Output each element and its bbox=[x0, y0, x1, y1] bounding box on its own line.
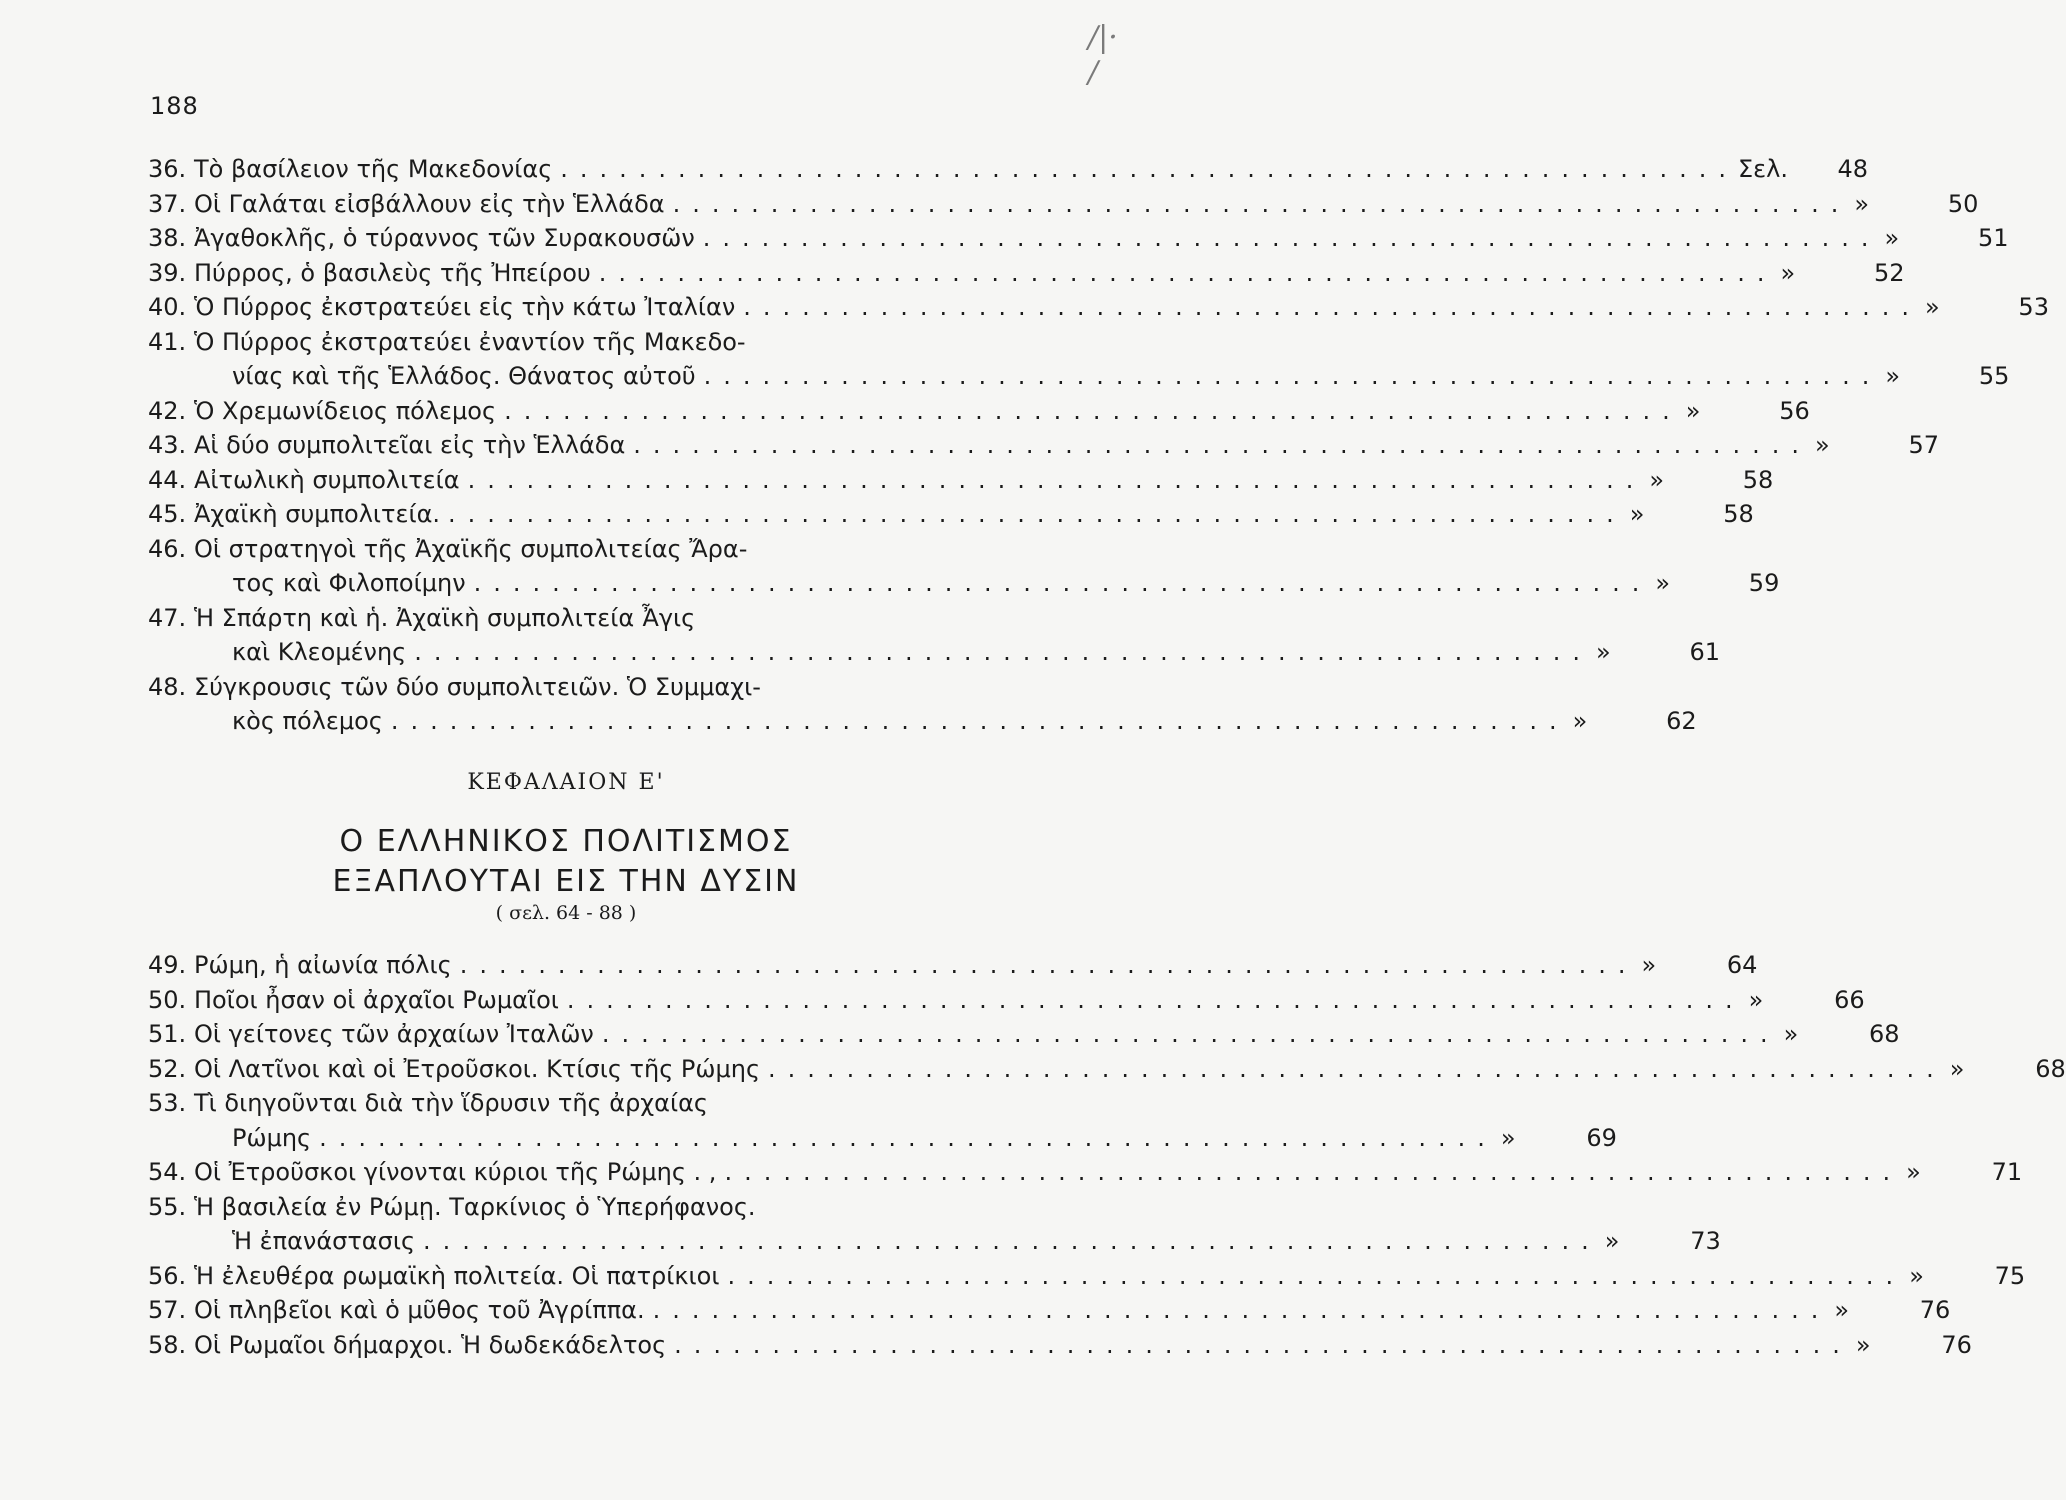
page-ditto-mark: » bbox=[1572, 707, 1588, 735]
entry-page: 51 bbox=[1977, 224, 2009, 252]
chapter-label: ΚΕΦΑΛΑΙΟΝ Ε' bbox=[467, 770, 665, 795]
chapter-title bbox=[0, 822, 1132, 902]
page-ditto-mark: » bbox=[1783, 1020, 1799, 1048]
entry-page: 76 bbox=[1941, 1330, 1972, 1359]
dot-leader: ............................................................ bbox=[598, 258, 1777, 287]
toc-entry bbox=[148, 497, 1754, 532]
entry-page: 53 bbox=[2018, 293, 2049, 321]
toc-line bbox=[148, 497, 1754, 532]
entry-title: Πύρρος, ὁ βασιλεὺς τῆς Ἠπείρου bbox=[194, 258, 591, 287]
toc-entry bbox=[148, 983, 1865, 1018]
toc-line bbox=[148, 670, 1042, 705]
toc-line bbox=[148, 1259, 2026, 1294]
toc-line bbox=[148, 1017, 1900, 1052]
entry-page: 58 bbox=[1723, 500, 1754, 528]
page-number: 188 bbox=[150, 92, 199, 120]
toc-line bbox=[148, 704, 1697, 739]
page-ditto-mark: Σελ. bbox=[1738, 155, 1788, 183]
page-ditto-mark: » bbox=[1815, 431, 1830, 459]
toc-entry bbox=[148, 601, 1720, 670]
dot-leader: ............................................................ bbox=[601, 1020, 1780, 1048]
toc-line bbox=[148, 394, 1810, 429]
entry-page: 69 bbox=[1586, 1123, 1617, 1152]
toc-line bbox=[148, 463, 1774, 498]
margin-mark: /|· / bbox=[1088, 20, 1118, 90]
chapter-title-line-2: ΕΞΑΠΛΟΥΤΑΙ ΕΙΣ ΤΗΝ ΔΥΣΙΝ bbox=[332, 864, 800, 899]
entry-title: Ἀγαθοκλῆς, ὁ τύραννος τῶν Συρακουσῶν bbox=[194, 224, 695, 252]
entry-number: 42. bbox=[148, 396, 187, 425]
entry-number: 39. bbox=[148, 258, 187, 287]
entry-page: 59 bbox=[1748, 569, 1780, 597]
dot-leader: ............................................................ bbox=[423, 1227, 1601, 1255]
toc-line bbox=[148, 1190, 1042, 1225]
chapter-title-line-1: Ο ΕΛΛΗΝΙΚΟΣ ΠΟΛΙΤΙΣΜΟΣ bbox=[339, 824, 793, 859]
toc-entry bbox=[148, 1293, 1951, 1328]
entry-title: καὶ Κλεομένης bbox=[232, 638, 407, 666]
entry-number: 50. bbox=[148, 985, 187, 1014]
chapter-page-range: ( σελ. 64 - 88 ) bbox=[495, 902, 637, 924]
entry-title: Ἡ ἐπανάστασις bbox=[232, 1227, 416, 1255]
toc-line bbox=[148, 256, 1905, 291]
dot-leader: ............................................................ bbox=[743, 293, 1921, 321]
toc-entry bbox=[148, 325, 2010, 394]
entry-number: 58. bbox=[148, 1330, 187, 1359]
entry-title: Ποῖοι ἦσαν οἱ ἀρχαῖοι Ρωμαῖοι bbox=[194, 985, 559, 1014]
entry-title: Ἡ ἐλευθέρα ρωμαϊκὴ πολιτεία. Οἱ πατρίκιοι bbox=[194, 1261, 720, 1290]
entry-title: Οἱ στρατηγοὶ τῆς Ἀχαϊκῆς συμπολιτείας Ἄρα- bbox=[194, 534, 748, 563]
entry-number: 53. bbox=[148, 1089, 187, 1117]
toc-line bbox=[148, 1328, 1972, 1363]
toc-entry bbox=[148, 290, 2049, 325]
toc-line bbox=[148, 1224, 1721, 1259]
entry-page: 55 bbox=[1978, 362, 2010, 390]
page-ditto-mark: » bbox=[1949, 1054, 1965, 1083]
toc-line bbox=[148, 325, 1042, 360]
entry-title: Ὁ Πύρρος ἐκστρατεύει εἰς τὴν κάτω Ἰταλίαν bbox=[194, 293, 736, 321]
page-ditto-mark: » bbox=[1885, 362, 1901, 390]
page-ditto-mark: » bbox=[1884, 224, 1900, 252]
toc-entry bbox=[148, 1052, 2066, 1087]
entry-number: 45. bbox=[148, 500, 187, 528]
toc-line bbox=[148, 566, 1780, 601]
toc-line bbox=[148, 983, 1865, 1018]
dot-leader: ............................................................ bbox=[467, 465, 1646, 494]
entry-title: κὸς πόλεμος bbox=[232, 707, 383, 735]
page-ditto-mark: » bbox=[1855, 1330, 1871, 1359]
toc-line bbox=[148, 187, 1979, 222]
page-ditto-mark: » bbox=[1641, 951, 1657, 979]
entry-number: 44. bbox=[148, 465, 187, 494]
entry-title: Ὁ Πύρρος ἐκστρατεύει ἐναντίον τῆς Μακεδο- bbox=[194, 327, 746, 356]
toc-list-first bbox=[148, 152, 2049, 739]
dot-leader: ............................................................ bbox=[768, 1054, 1946, 1083]
entry-number: 52. bbox=[148, 1054, 187, 1083]
toc-line bbox=[148, 532, 1042, 567]
toc-entry bbox=[148, 1086, 1617, 1155]
entry-title: Ἡ Σπάρτη καὶ ἡ. Ἀχαϊκὴ συμπολιτεία Ἆγις bbox=[194, 603, 696, 632]
page-ditto-mark: » bbox=[1834, 1296, 1850, 1324]
toc-entry bbox=[148, 152, 1869, 187]
entry-number: 49. bbox=[148, 951, 187, 979]
entry-number: 43. bbox=[148, 431, 187, 459]
toc-entry bbox=[148, 1017, 1900, 1052]
entry-title: νίας καὶ τῆς Ἑλλάδος. Θάνατος αὐτοῦ bbox=[232, 362, 696, 390]
entry-page: 64 bbox=[1726, 951, 1758, 979]
toc-entry bbox=[148, 948, 1758, 983]
entry-number: 47. bbox=[148, 603, 187, 632]
toc-entry bbox=[148, 532, 1780, 601]
page-ditto-mark: » bbox=[1655, 569, 1671, 597]
entry-page: 61 bbox=[1689, 638, 1720, 666]
page-ditto-mark: » bbox=[1604, 1227, 1620, 1255]
toc-entry bbox=[148, 187, 1979, 222]
entry-number: 36. bbox=[148, 155, 187, 183]
dot-leader: ............................................................ bbox=[566, 985, 1745, 1014]
dot-leader: ............................................................ bbox=[702, 224, 1881, 252]
entry-title: Οἱ Λατῖνοι καὶ οἱ Ἐτροῦσκοι. Κτίσις τῆς Ρώμης bbox=[194, 1054, 761, 1083]
toc-line bbox=[148, 428, 1940, 463]
entry-title: Τὶ διηγοῦνται διὰ τὴν ἵδρυσιν τῆς ἀρχαίας bbox=[194, 1089, 709, 1117]
page-ditto-mark: » bbox=[1649, 465, 1665, 494]
toc-entry bbox=[148, 428, 1940, 463]
entry-title: Αἱ δύο συμπολιτεῖαι εἰς τὴν Ἑλλάδα bbox=[194, 431, 626, 459]
entry-page: 58 bbox=[1742, 465, 1774, 494]
page-ditto-mark: » bbox=[1685, 396, 1701, 425]
entry-page: 75 bbox=[1994, 1261, 2026, 1290]
page-ditto-mark: » bbox=[1924, 293, 1940, 321]
entry-page: 66 bbox=[1834, 985, 1865, 1014]
entry-number: 57. bbox=[148, 1296, 187, 1324]
dot-leader: ............................................................ bbox=[504, 396, 1682, 425]
toc-line bbox=[148, 1293, 1951, 1328]
entry-page: 68 bbox=[1869, 1020, 1900, 1048]
toc-entry bbox=[148, 670, 1697, 739]
entry-number: 48. bbox=[148, 672, 187, 701]
entry-title: Σύγκρουσις τῶν δύο συμπολιτειῶν. Ὁ Συμμαχι- bbox=[194, 672, 761, 701]
toc-line bbox=[148, 290, 2049, 325]
entry-page: 52 bbox=[1873, 258, 1905, 287]
dot-leader: ............................................................ bbox=[727, 1261, 1906, 1290]
entry-title: Ἡ βασιλεία ἐν Ρώμῃ. Ταρκίνιος ὁ Ὑπερήφανος. bbox=[194, 1192, 756, 1221]
entry-title: Οἱ γείτονες τῶν ἀρχαίων Ἰταλῶν bbox=[194, 1020, 594, 1048]
toc-line bbox=[148, 221, 2009, 256]
toc-line bbox=[148, 1086, 1042, 1121]
entry-title: Ρώμης bbox=[232, 1123, 312, 1152]
entry-number: 56. bbox=[148, 1261, 187, 1290]
entry-number: 46. bbox=[148, 534, 187, 563]
toc-line bbox=[148, 1121, 1617, 1156]
entry-title: τος καὶ Φιλοποίμην bbox=[232, 569, 466, 597]
entry-number: 54. bbox=[148, 1158, 187, 1186]
page-ditto-mark: » bbox=[1906, 1158, 1921, 1186]
entry-page: 48 bbox=[1837, 155, 1869, 183]
page-ditto-mark: » bbox=[1780, 258, 1796, 287]
toc-entry bbox=[148, 1155, 2023, 1190]
toc-entry bbox=[148, 1259, 2026, 1294]
entry-page: 73 bbox=[1690, 1227, 1721, 1255]
entry-title: Τὸ βασίλειον τῆς Μακεδονίας bbox=[194, 155, 553, 183]
entry-title: Οἱ πληβεῖοι καὶ ὁ μῦθος τοῦ Ἀγρίππα. bbox=[194, 1296, 645, 1324]
entry-number: 40. bbox=[148, 293, 187, 321]
entry-title: Οἱ Ρωμαῖοι δήμαρχοι. Ἡ δωδεκάδελτος bbox=[194, 1330, 667, 1359]
entry-page: 68 bbox=[2035, 1054, 2066, 1083]
entry-title: Ὁ Χρεμωνίδειος πόλεμος bbox=[194, 396, 497, 425]
toc-entry bbox=[148, 1190, 1721, 1259]
toc-line bbox=[148, 152, 1869, 187]
dot-leader: ............................................................ bbox=[672, 189, 1851, 218]
toc-line bbox=[148, 1155, 2023, 1190]
entry-number: 55. bbox=[148, 1192, 187, 1221]
dot-leader: ............................................................ bbox=[459, 951, 1638, 979]
toc-entry bbox=[148, 221, 2009, 256]
entry-title: Αἰτωλικὴ συμπολιτεία bbox=[194, 465, 460, 494]
dot-leader: ............................................................ bbox=[674, 1330, 1852, 1359]
page-ditto-mark: » bbox=[1629, 500, 1645, 528]
dot-leader: ............................................................ bbox=[633, 431, 1812, 459]
page-ditto-mark: » bbox=[1909, 1261, 1924, 1290]
toc-entry bbox=[148, 394, 1810, 429]
entry-number: 37. bbox=[148, 189, 187, 218]
entry-page: 71 bbox=[1991, 1158, 2023, 1186]
toc-entry bbox=[148, 1328, 1972, 1363]
entry-title: Ρώμη, ἡ αἰωνία πόλις bbox=[194, 951, 452, 979]
dot-leader: ............................................................ bbox=[448, 500, 1626, 528]
toc-line bbox=[148, 948, 1758, 983]
page-ditto-mark: » bbox=[1854, 189, 1870, 218]
entry-page: 56 bbox=[1779, 396, 1810, 425]
entry-title: Ἀχαϊκὴ συμπολιτεία. bbox=[194, 500, 441, 528]
dot-leader: ............................................................ bbox=[319, 1123, 1497, 1152]
page-ditto-mark: » bbox=[1596, 638, 1611, 666]
entry-number: 51. bbox=[148, 1020, 187, 1048]
entry-page: 76 bbox=[1919, 1296, 1951, 1324]
dot-leader: ............................................................ bbox=[724, 1158, 1903, 1186]
entry-page: 62 bbox=[1666, 707, 1697, 735]
dot-leader: ............................................................ bbox=[703, 362, 1882, 390]
toc-line bbox=[148, 1052, 2066, 1087]
dot-leader: ............................................................ bbox=[414, 638, 1592, 666]
entry-number: 38. bbox=[148, 224, 187, 252]
toc-list-second bbox=[148, 948, 2066, 1362]
dot-leader: ............................................................ bbox=[652, 1296, 1831, 1324]
entry-number: 41. bbox=[148, 327, 187, 356]
toc-entry bbox=[148, 463, 1774, 498]
dot-leader: ............................................................ bbox=[473, 569, 1652, 597]
entry-title: Οἱ Γαλάται εἰσβάλλουν εἰς τὴν Ἑλλάδα bbox=[194, 189, 665, 218]
page-ditto-mark: » bbox=[1748, 985, 1764, 1014]
dot-leader: ............................................................ bbox=[560, 155, 1739, 183]
toc-line bbox=[148, 601, 1042, 636]
toc-line bbox=[148, 635, 1720, 670]
entry-page: 50 bbox=[1947, 189, 1979, 218]
toc-line bbox=[148, 359, 2010, 394]
toc-entry bbox=[148, 256, 1905, 291]
page-ditto-mark: » bbox=[1500, 1123, 1516, 1152]
entry-title: Οἱ Ἐτροῦσκοι γίνονται κύριοι τῆς Ρώμης . , bbox=[194, 1158, 717, 1186]
dot-leader: ............................................................ bbox=[390, 707, 1569, 735]
entry-page: 57 bbox=[1908, 431, 1940, 459]
